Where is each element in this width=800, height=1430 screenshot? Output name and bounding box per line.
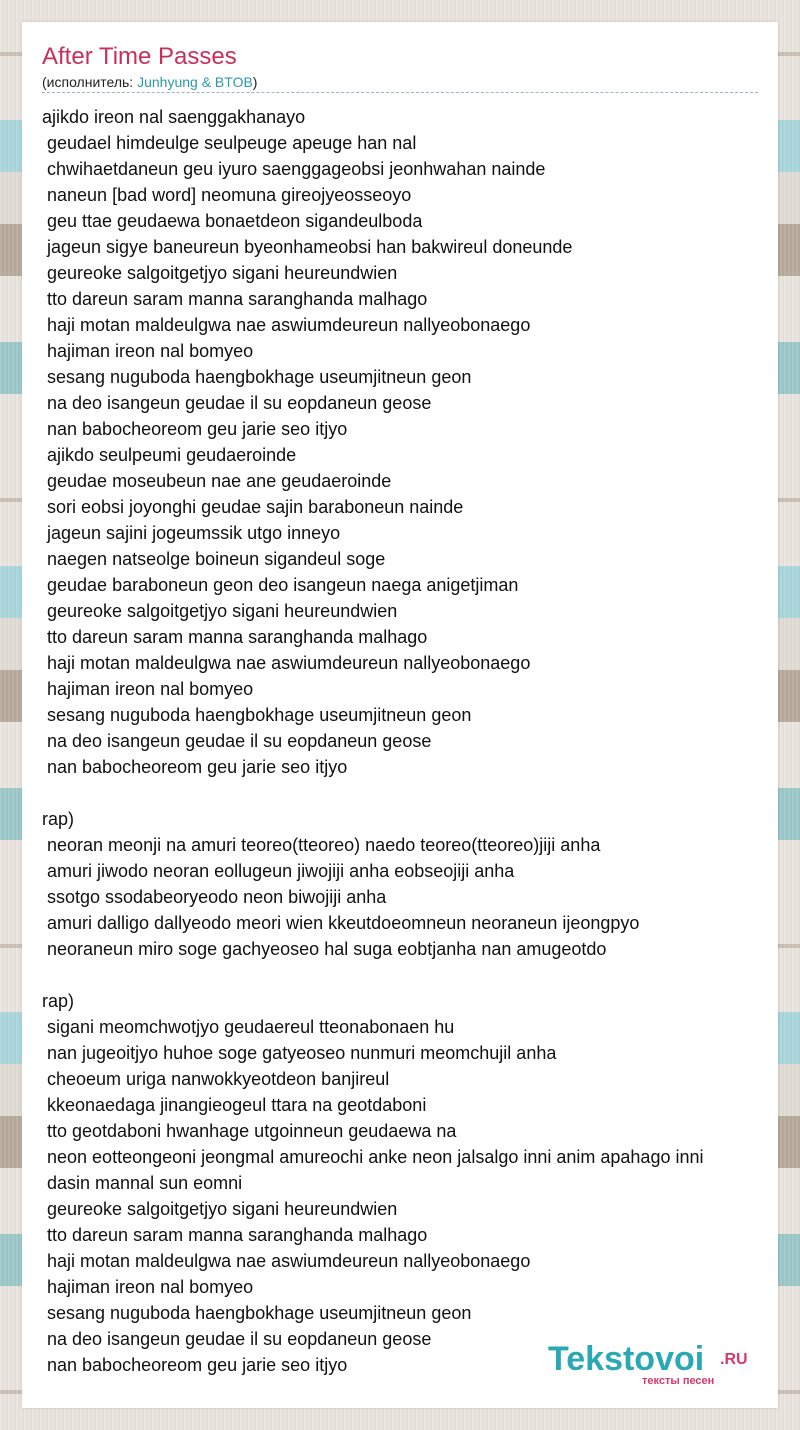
- lyric-line: ssotgo ssodabeoryeodo neon biwojiji anha: [42, 887, 387, 907]
- lyric-line: na deo isangeun geudae il su eopdaneun geose: [42, 393, 432, 413]
- artist-suffix: ): [252, 74, 258, 90]
- lyric-line: geudael himdeulge seulpeuge apeuge han nal: [42, 133, 417, 153]
- artist-line: [42, 73, 257, 91]
- lyric-line: hajiman ireon nal bomyeo: [42, 341, 254, 361]
- logo-subtitle: тексты песен: [642, 1375, 715, 1387]
- lyric-line: geu ttae geudaewa bonaetdeon sigandeulboda: [42, 211, 423, 231]
- lyric-line: naegen natseolge boineun sigandeul soge: [42, 549, 386, 569]
- lyric-line: neoraneun miro soge gachyeoseo hal suga eobtjanha nan amugeotdo: [42, 939, 607, 959]
- lyric-line: neoran meonji na amuri teoreo(tteoreo) naedo teoreo(tteoreo)jiji anha: [42, 835, 601, 855]
- artist-prefix: (исполнитель:: [42, 74, 138, 90]
- lyric-line: geureoke salgoitgetjyo sigani heureundwien: [42, 601, 398, 621]
- lyric-line: nan babocheoreom geu jarie seo itjyo: [42, 757, 348, 777]
- lyric-line: haji motan maldeulgwa nae aswiumdeureun nallyeobonaego: [42, 1251, 531, 1271]
- lyric-line: na deo isangeun geudae il su eopdaneun geose: [42, 731, 432, 751]
- lyric-line: [42, 780, 778, 806]
- lyric-line: dasin mannal sun eomni: [42, 1173, 243, 1193]
- lyric-line: jageun sajini jogeumssik utgo inneyo: [42, 523, 341, 543]
- lyric-line: hajiman ireon nal bomyeo: [42, 679, 254, 699]
- lyric-line: geudae baraboneun geon deo isangeun naega anigetjiman: [42, 575, 519, 595]
- lyric-line: ajikdo seulpeumi geudaeroinde: [42, 445, 297, 465]
- lyric-line: nan babocheoreom geu jarie seo itjyo: [42, 1355, 348, 1375]
- lyric-line: naneun [bad word] neomuna gireojyeosseoyo: [42, 185, 412, 205]
- artist-link[interactable]: Junhyung & BTOB: [137, 74, 253, 90]
- lyric-line: [42, 962, 778, 988]
- site-logo[interactable]: [548, 1340, 758, 1388]
- lyric-line: hajiman ireon nal bomyeo: [42, 1277, 254, 1297]
- lyric-line: geureoke salgoitgetjyo sigani heureundwien: [42, 1199, 398, 1219]
- logo-tld: .RU: [720, 1351, 748, 1368]
- lyric-line: sigani meomchwotjyo geudaereul tteonabonaen hu: [42, 1017, 455, 1037]
- lyric-line: geureoke salgoitgetjyo sigani heureundwien: [42, 263, 398, 283]
- lyric-line: ajikdo ireon nal saenggakhanayo: [42, 107, 306, 127]
- lyric-line: sesang nuguboda haengbokhage useumjitneun geon: [42, 1303, 472, 1323]
- lyric-line: haji motan maldeulgwa nae aswiumdeureun nallyeobonaego: [42, 653, 531, 673]
- lyric-line: chwihaetdaneun geu iyuro saenggageobsi jeonhwahan nainde: [42, 159, 546, 179]
- lyric-line: cheoeum uriga nanwokkyeotdeon banjireul: [42, 1069, 390, 1089]
- lyric-line: jageun sigye baneureun byeonhameobsi han bakwireul doneunde: [42, 237, 573, 257]
- lyric-line: neon eotteongeoni jeongmal amureochi anke neon jalsalgo inni anim apahago inni: [42, 1147, 704, 1167]
- lyric-line: tto dareun saram manna saranghanda malhago: [42, 1225, 428, 1245]
- lyric-line: sesang nuguboda haengbokhage useumjitneun geon: [42, 367, 472, 387]
- lyric-line: tto dareun saram manna saranghanda malhago: [42, 627, 428, 647]
- lyrics-text: [42, 104, 778, 1378]
- title-divider: [42, 92, 758, 93]
- lyric-line: sesang nuguboda haengbokhage useumjitneun geon: [42, 705, 472, 725]
- lyric-line: sori eobsi joyonghi geudae sajin baraboneun nainde: [42, 497, 464, 517]
- logo-name: Tekstovoi: [548, 1340, 705, 1378]
- lyric-line: na deo isangeun geudae il su eopdaneun geose: [42, 1329, 432, 1349]
- lyrics-card: [22, 22, 778, 1408]
- lyric-line: tto geotdaboni hwanhage utgoinneun geudaewa na: [42, 1121, 457, 1141]
- lyric-line: nan jugeoitjyo huhoe soge gatyeoseo nunmuri meomchujil anha: [42, 1043, 557, 1063]
- lyric-line: tto dareun saram manna saranghanda malhago: [42, 289, 428, 309]
- lyric-line: kkeonaedaga jinangieogeul ttara na geotdaboni: [42, 1095, 427, 1115]
- lyric-line: nan babocheoreom geu jarie seo itjyo: [42, 419, 348, 439]
- lyric-line: geudae moseubeun nae ane geudaeroinde: [42, 471, 392, 491]
- lyric-line: rap): [42, 991, 75, 1011]
- lyric-line: amuri jiwodo neoran eollugeun jiwojiji anha eobseojiji anha: [42, 861, 515, 881]
- lyric-line: amuri dalligo dallyeodo meori wien kkeutdoeomneun neoraneun ijeongpyo: [42, 913, 640, 933]
- lyric-line: rap): [42, 809, 75, 829]
- lyric-line: haji motan maldeulgwa nae aswiumdeureun nallyeobonaego: [42, 315, 531, 335]
- song-title: After Time Passes: [42, 43, 237, 70]
